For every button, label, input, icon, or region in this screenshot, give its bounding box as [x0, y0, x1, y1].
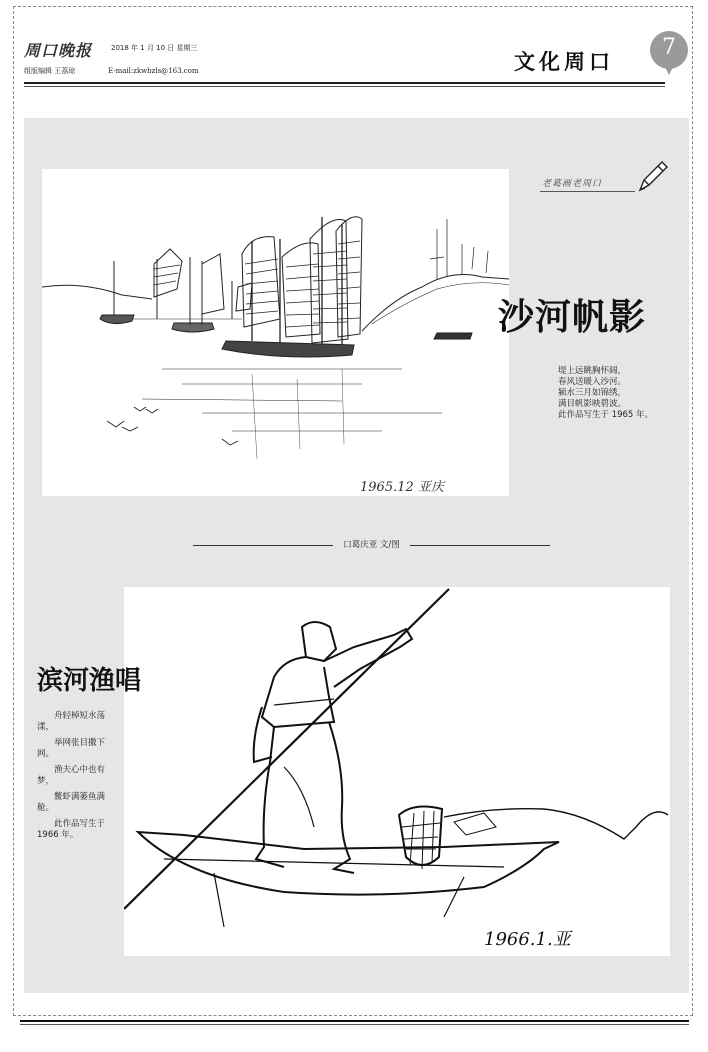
article1-poem — [558, 366, 653, 421]
masthead-logo: 周口晚报 — [24, 41, 93, 60]
credit-text: 口葛庆亚 文/图 — [343, 540, 400, 550]
editor-email: E-mail:zkwbzls@163.com — [108, 67, 199, 75]
page-header — [24, 30, 689, 84]
poem1-line: 春风送暖入沙河。 — [558, 377, 627, 387]
issue-date: 2018 年 1 月 10 日 星期三 — [111, 44, 198, 52]
pencil-icon — [636, 158, 670, 194]
poem2-line: 渔夫心中也有梦， — [37, 765, 106, 786]
article2-poem — [37, 711, 106, 846]
credit-rule-left — [193, 545, 333, 546]
footer-rule — [20, 1020, 689, 1022]
poem2-line: 举网张目撒下网。 — [37, 738, 106, 759]
poem2-line: 舟轻棹短水荡漾， — [37, 711, 106, 732]
poem2-line: 鳖虾满篓鱼满舱。 — [37, 792, 106, 813]
fisherman-sketch — [124, 587, 670, 956]
poem2-line: 此作品写生于 1966 年。 — [37, 819, 106, 840]
poem1-line: 此作品写生于 1965 年。 — [558, 410, 654, 420]
poem1-line: 颍水三月如锦绣， — [558, 388, 627, 398]
article1-title: 沙河帆影 — [498, 296, 647, 338]
column-tag-rule — [540, 191, 635, 192]
section-title: 文化周口 — [514, 49, 614, 74]
credit-rule-right — [410, 545, 550, 546]
column-tag: 老葛画老周口 — [542, 179, 603, 189]
sailboat-signature: 1965.12 亚庆 — [360, 480, 444, 495]
page-number-badge — [650, 31, 688, 69]
article2-title: 滨河渔唱 — [37, 666, 142, 696]
header-rule — [24, 82, 665, 84]
sailboat-sketch — [42, 169, 509, 496]
layout-editor: 组版编辑 王荔琼 — [24, 67, 76, 75]
footer-rule-thin — [20, 1024, 689, 1025]
poem1-line: 满目帆影映碧波。 — [558, 399, 627, 409]
poem1-line: 堤上远眺胸怀阔， — [558, 366, 627, 376]
header-rule-thin — [24, 86, 665, 87]
page-number: 7 — [662, 35, 676, 60]
author-credit — [193, 538, 550, 552]
fisherman-signature: 1966.1.亚 — [484, 929, 571, 950]
